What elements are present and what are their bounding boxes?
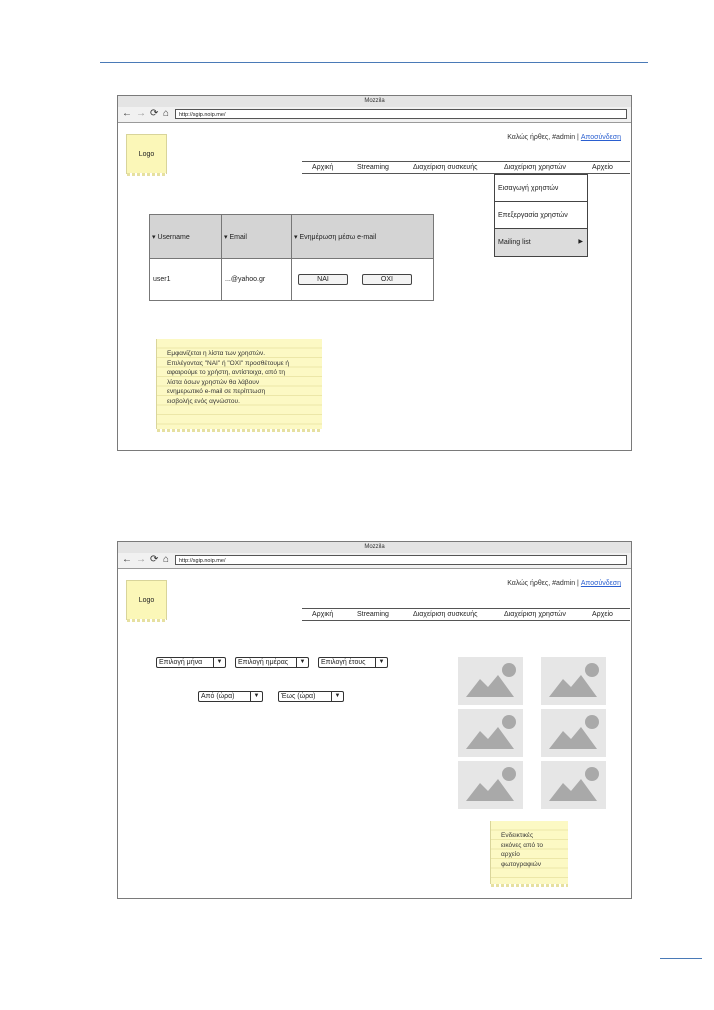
chevron-down-icon: ▼ xyxy=(296,658,308,667)
forward-arrow-icon[interactable]: → xyxy=(136,554,146,565)
refresh-icon[interactable]: ⟳ xyxy=(150,554,159,565)
chevron-down-icon: ▼ xyxy=(213,658,225,667)
year-select[interactable]: Επιλογή έτους ▼ xyxy=(318,657,388,668)
page-footer-rule xyxy=(660,958,702,959)
column-header-username[interactable]: ▾ Username xyxy=(150,215,222,259)
dropdown-item-label: Mailing list xyxy=(498,239,531,246)
menu-item-device[interactable]: Διαχείριση συσκευής xyxy=(413,611,478,618)
annotation-note: Ενδεικτικές εικόνες από το αρχείο φωτογραφιών xyxy=(490,821,568,884)
submenu-arrow-icon: ▶ xyxy=(578,239,583,245)
day-select[interactable]: Επιλογή ημέρας ▼ xyxy=(235,657,309,668)
dropdown-item-label: Επεξεργασία χρηστών xyxy=(498,212,568,219)
back-arrow-icon[interactable]: ← xyxy=(122,554,132,565)
welcome-area xyxy=(507,580,621,587)
window-title: Mozzila xyxy=(118,96,631,108)
menu-item-archive[interactable]: Αρχείο xyxy=(592,164,613,171)
month-select[interactable]: Επιλογή μήνα ▼ xyxy=(156,657,226,668)
home-icon[interactable]: ⌂ xyxy=(163,108,170,119)
photo-thumbnail[interactable] xyxy=(458,709,523,757)
menu-item-users[interactable]: Διαχείριση χρηστών xyxy=(504,164,566,171)
table-row xyxy=(150,259,434,301)
menu-item-home[interactable]: Αρχική xyxy=(312,611,334,618)
photo-thumbnail[interactable] xyxy=(541,657,606,705)
browser-window-users xyxy=(117,95,632,451)
photo-thumbnail[interactable] xyxy=(541,709,606,757)
photo-thumbnail[interactable] xyxy=(458,657,523,705)
cell-notify xyxy=(292,259,434,301)
image-placeholder-icon xyxy=(458,657,523,705)
main-menu xyxy=(302,608,630,621)
browser-window-archive xyxy=(117,541,632,899)
image-placeholder-icon xyxy=(541,709,606,757)
menu-item-home[interactable]: Αρχική xyxy=(312,164,334,171)
refresh-icon[interactable]: ⟳ xyxy=(150,108,159,119)
table-header-row xyxy=(150,215,434,259)
cell-username: user1 xyxy=(150,259,222,301)
browser-navbar xyxy=(118,107,631,123)
users-dropdown-menu xyxy=(494,174,588,257)
back-arrow-icon[interactable]: ← xyxy=(122,108,132,119)
image-placeholder-icon xyxy=(458,709,523,757)
column-header-email[interactable]: ▾ Email xyxy=(222,215,292,259)
logout-link[interactable]: Αποσύνδεση xyxy=(580,580,621,587)
sort-icon: ▾ xyxy=(294,233,298,241)
image-placeholder-icon xyxy=(458,761,523,809)
dropdown-item-label: Εισαγωγή χρηστών xyxy=(498,185,559,192)
welcome-area xyxy=(507,134,621,141)
forward-arrow-icon[interactable]: → xyxy=(136,108,146,119)
main-menu xyxy=(302,161,630,174)
sort-icon: ▾ xyxy=(152,233,156,241)
dropdown-item-mailing-list[interactable] xyxy=(495,229,587,256)
sort-icon: ▾ xyxy=(224,233,228,241)
menu-item-device[interactable]: Διαχείριση συσκευής xyxy=(413,164,478,171)
address-bar[interactable]: http://sgip.noip.me/ xyxy=(175,109,627,119)
annotation-note: Εμφανίζεται η λίστα των χρηστών. Επιλέγοντας "ΝΑΙ" ή "ΟΧΙ" προσθέτουμε ή αφαιρούμε το χρήστη, αντίστοιχα, από τη λίστα όσων χρηστών θα λάβουν ενημερωτικό e-mail σε περίπτωση εισβολής ενός αγνώστου. xyxy=(156,339,322,429)
from-hour-select[interactable]: Από (ώρα) ▼ xyxy=(198,691,263,702)
browser-navbar xyxy=(118,553,631,569)
to-hour-select[interactable]: Έως (ώρα) ▼ xyxy=(278,691,344,702)
chevron-down-icon: ▼ xyxy=(375,658,387,667)
photo-thumbnail[interactable] xyxy=(458,761,523,809)
yes-button[interactable]: ΝΑΙ xyxy=(298,274,348,285)
menu-item-streaming[interactable]: Streaming xyxy=(357,164,389,171)
address-bar[interactable]: http://sgip.noip.me/ xyxy=(175,555,627,565)
no-button[interactable]: ΟΧΙ xyxy=(362,274,412,285)
logo: Logo xyxy=(126,134,167,174)
logo: Logo xyxy=(126,580,167,620)
logout-link[interactable]: Αποσύνδεση xyxy=(580,134,621,141)
image-placeholder-icon xyxy=(541,657,606,705)
welcome-text: Καλώς ήρθες, #admin | xyxy=(507,134,579,141)
window-title: Mozzila xyxy=(118,542,631,554)
dropdown-item-import-users[interactable] xyxy=(495,175,587,202)
menu-item-streaming[interactable]: Streaming xyxy=(357,611,389,618)
home-icon[interactable]: ⌂ xyxy=(163,554,170,565)
menu-item-users[interactable]: Διαχείριση χρηστών xyxy=(504,611,566,618)
users-table xyxy=(149,214,434,301)
image-placeholder-icon xyxy=(541,761,606,809)
menu-item-archive[interactable]: Αρχείο xyxy=(592,611,613,618)
welcome-text: Καλώς ήρθες, #admin | xyxy=(507,580,579,587)
cell-email: ...@yahoo.gr xyxy=(222,259,292,301)
page-header-rule xyxy=(100,62,648,63)
chevron-down-icon: ▼ xyxy=(331,692,343,701)
dropdown-item-edit-users[interactable] xyxy=(495,202,587,229)
column-header-email-notify[interactable]: ▾ Ενημέρωση μέσω e-mail xyxy=(292,215,434,259)
photo-thumbnail[interactable] xyxy=(541,761,606,809)
chevron-down-icon: ▼ xyxy=(250,692,262,701)
